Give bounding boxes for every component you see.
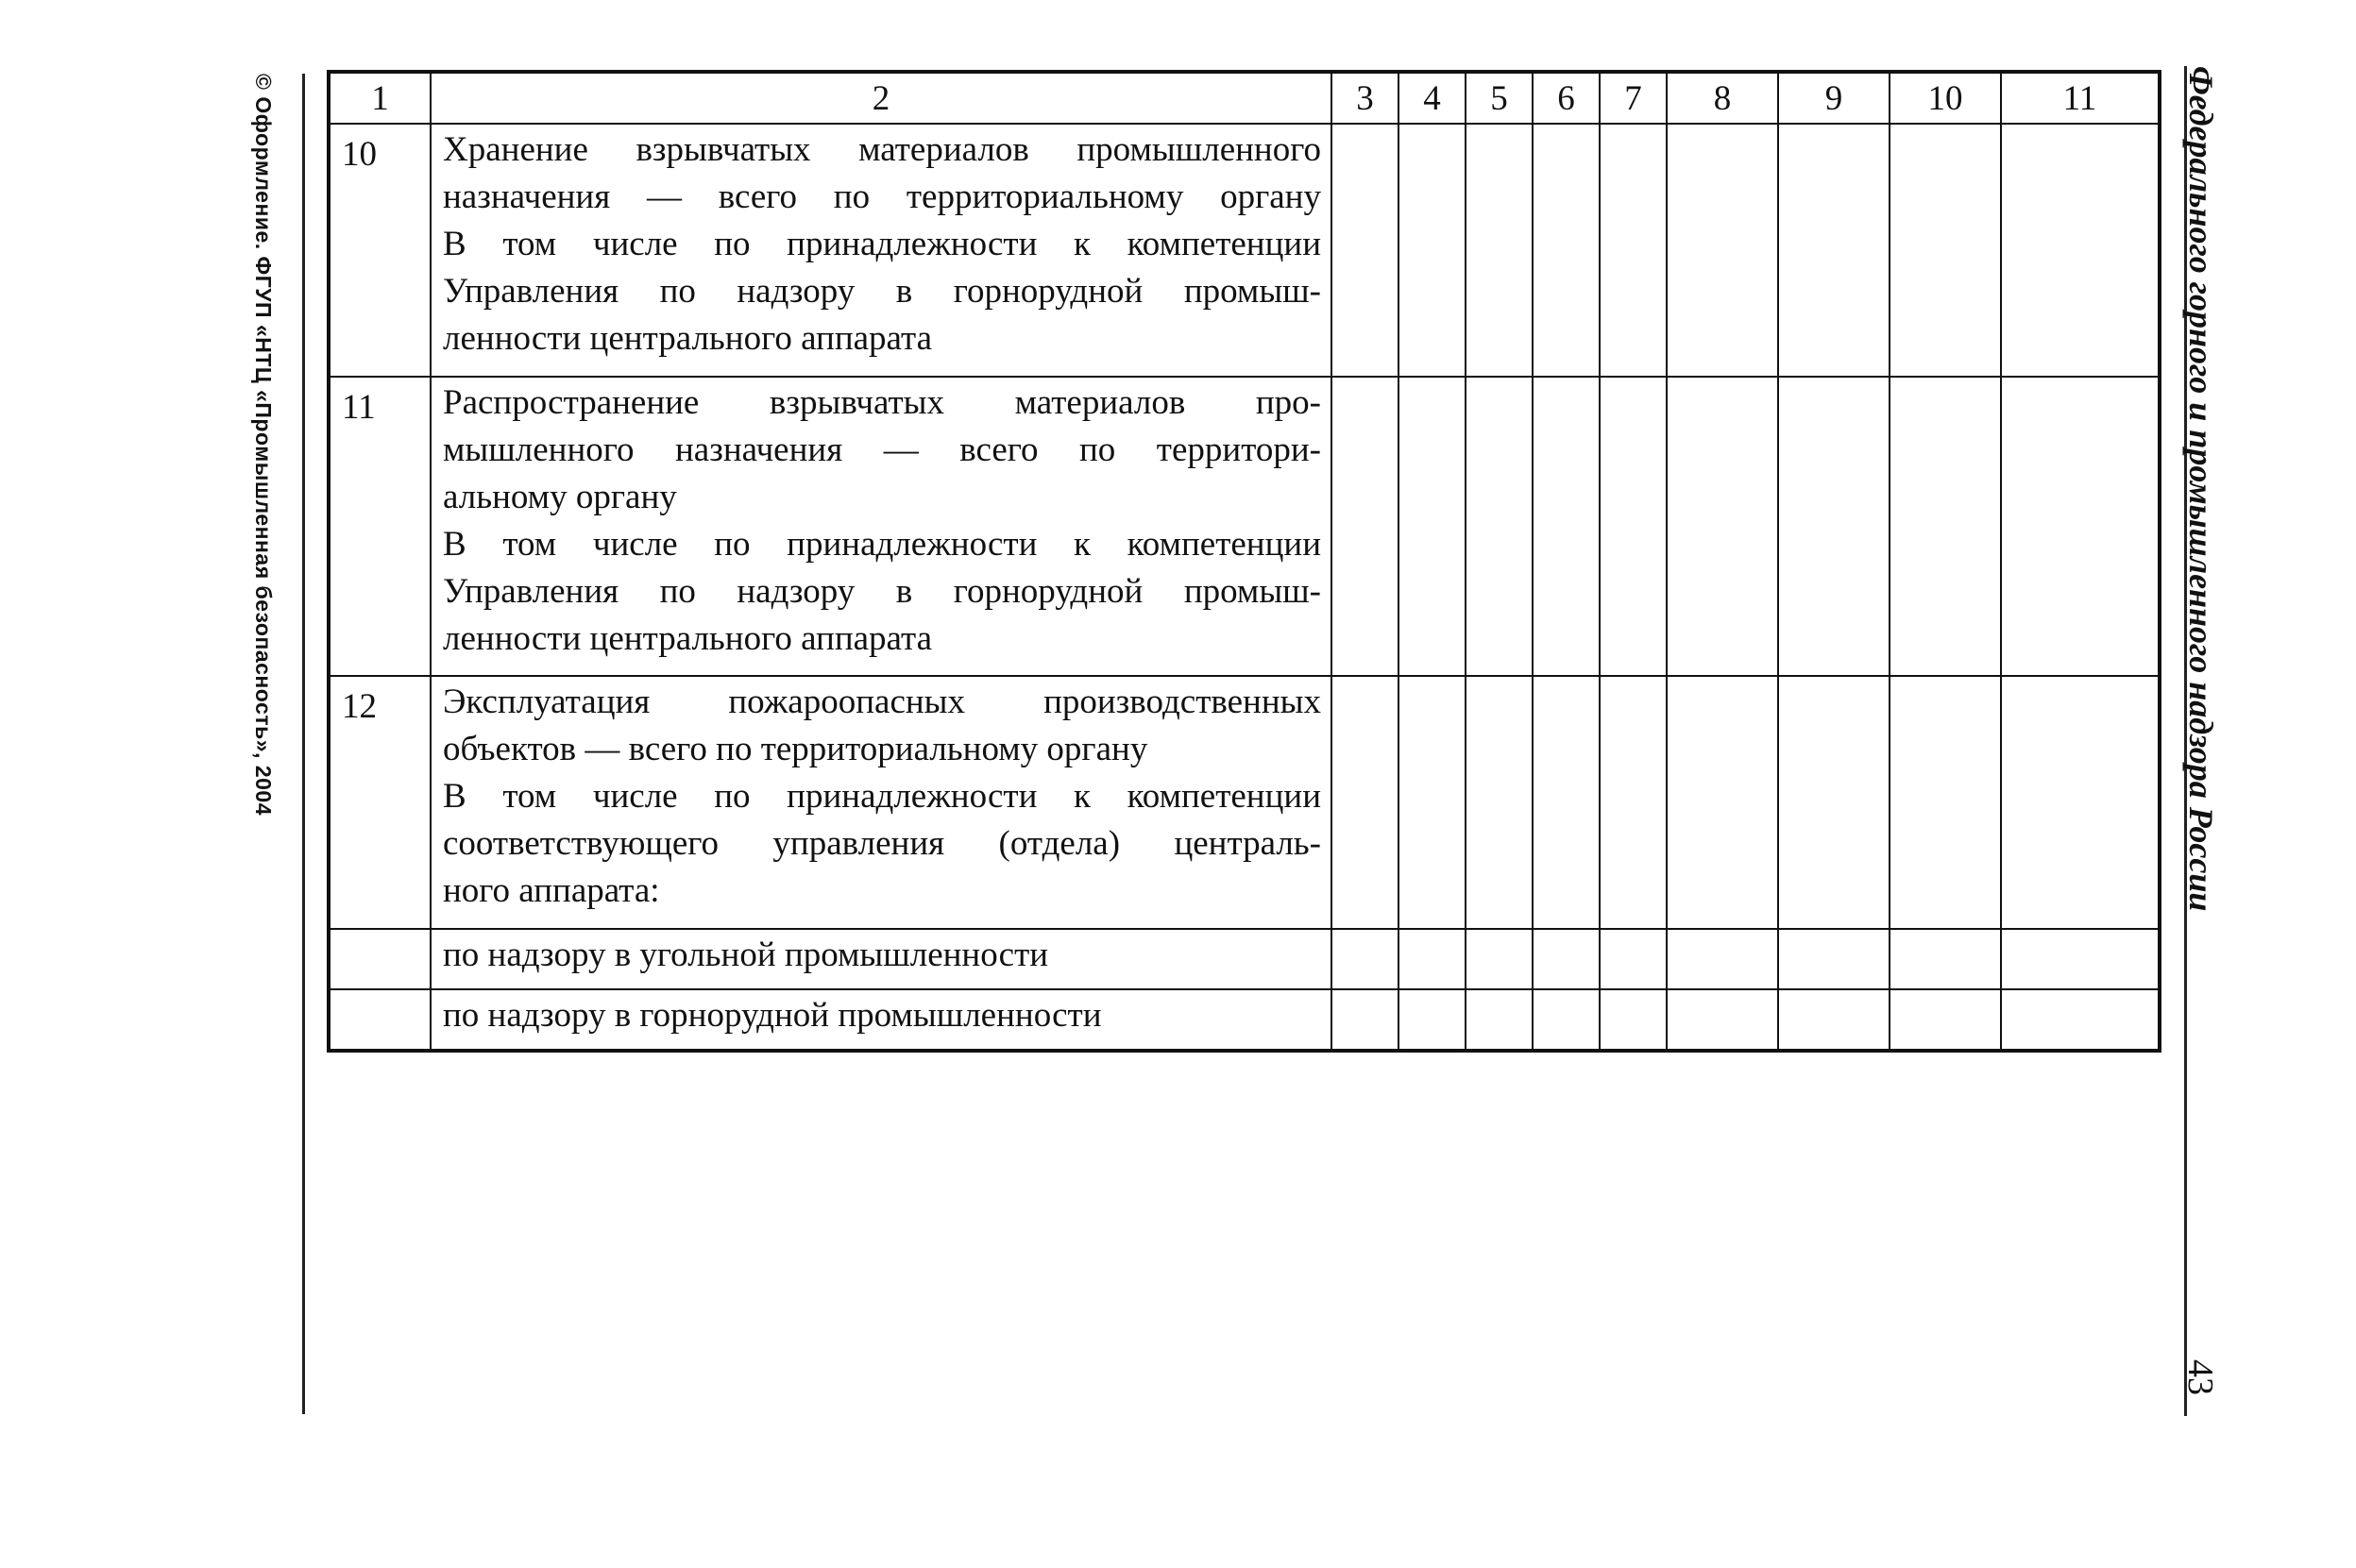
column-header: 10 <box>1890 72 2001 124</box>
description-line: альному органу <box>443 478 677 516</box>
empty-cell <box>1600 989 1667 1051</box>
row-number: 12 <box>329 676 431 929</box>
empty-cell <box>1331 929 1398 989</box>
description-line: ленности центрального аппарата <box>443 319 933 358</box>
copyright-text: © Оформление. ФГУП «НТЦ «Промышленная безопасность», 2004 <box>251 74 276 816</box>
empty-cell <box>1890 676 2001 929</box>
description-line: ного аппарата: <box>443 871 660 910</box>
report-table <box>327 70 2161 1053</box>
empty-cell <box>1890 929 2001 989</box>
column-header: 3 <box>1331 72 1398 124</box>
column-header: 6 <box>1533 72 1600 124</box>
empty-cell <box>1600 929 1667 989</box>
column-header: 4 <box>1398 72 1466 124</box>
empty-cell <box>1600 377 1667 676</box>
empty-cell <box>1533 989 1600 1051</box>
empty-cell <box>1667 124 1778 377</box>
row-number <box>329 989 431 1051</box>
empty-cell <box>1667 676 1778 929</box>
column-header: 1 <box>329 72 431 124</box>
empty-cell <box>1466 377 1533 676</box>
report-table-wrapper <box>327 70 2161 1053</box>
empty-cell <box>1331 676 1398 929</box>
row-number <box>329 929 431 989</box>
empty-cell <box>2001 676 2160 929</box>
left-margin-rule <box>302 74 305 1414</box>
empty-cell <box>1398 124 1466 377</box>
empty-cell <box>1533 676 1600 929</box>
row-number: 11 <box>329 377 431 676</box>
empty-cell <box>2001 377 2160 676</box>
empty-cell <box>1398 989 1466 1051</box>
empty-cell <box>1667 989 1778 1051</box>
empty-cell <box>1533 929 1600 989</box>
column-header: 11 <box>2001 72 2160 124</box>
empty-cell <box>2001 124 2160 377</box>
description-line: В том числе по принадлежности к компетенции <box>443 525 1321 564</box>
empty-cell <box>1890 124 2001 377</box>
empty-cell <box>1331 989 1398 1051</box>
empty-cell <box>1890 377 2001 676</box>
row-description: по надзору в горнорудной промышленности <box>431 989 1331 1051</box>
empty-cell <box>2001 989 2160 1051</box>
row-description <box>431 377 1331 676</box>
empty-cell <box>1778 929 1890 989</box>
empty-cell <box>1398 929 1466 989</box>
empty-cell <box>1398 676 1466 929</box>
row-number: 10 <box>329 124 431 377</box>
empty-cell <box>2001 929 2160 989</box>
description-line: Управления по надзору в горнорудной промыш- <box>443 572 1321 611</box>
table-row <box>329 124 2160 377</box>
empty-cell <box>1398 377 1466 676</box>
description-line: мышленного назначения — всего по территори- <box>443 430 1321 469</box>
description-line: назначения — всего по территориальному органу <box>443 177 1321 216</box>
description-line: Эксплуатация пожароопасных производственных <box>443 683 1321 721</box>
description-line: соответствующего управления (отдела) централь- <box>443 824 1321 863</box>
running-title-text: Федерального горного и промышленного надзора России <box>2182 66 2220 912</box>
table-row <box>329 377 2160 676</box>
empty-cell <box>1600 124 1667 377</box>
description-line: Управления по надзору в горнорудной промыш- <box>443 272 1321 311</box>
empty-cell <box>1331 377 1398 676</box>
empty-cell <box>1667 377 1778 676</box>
description-line: В том числе по принадлежности к компетенции <box>443 225 1321 263</box>
table-row <box>329 989 2160 1051</box>
column-header: 8 <box>1667 72 1778 124</box>
column-header: 9 <box>1778 72 1890 124</box>
description-line: объектов — всего по территориальному органу <box>443 730 1148 768</box>
description-line: ленности центрального аппарата <box>443 619 933 658</box>
description-line: В том числе по принадлежности к компетенции <box>443 777 1321 816</box>
empty-cell <box>1533 377 1600 676</box>
empty-cell <box>1778 124 1890 377</box>
empty-cell <box>1778 676 1890 929</box>
column-header: 5 <box>1466 72 1533 124</box>
empty-cell <box>1466 124 1533 377</box>
empty-cell <box>1778 989 1890 1051</box>
page-number-text: 43 <box>2180 1359 2220 1395</box>
empty-cell <box>1778 377 1890 676</box>
table-row <box>329 929 2160 989</box>
table-row <box>329 676 2160 929</box>
empty-cell <box>1466 676 1533 929</box>
empty-cell <box>1466 989 1533 1051</box>
column-header: 2 <box>431 72 1331 124</box>
description-line: Хранение взрывчатых материалов промышленного <box>443 130 1321 169</box>
empty-cell <box>1331 124 1398 377</box>
empty-cell <box>1466 929 1533 989</box>
row-description: по надзору в угольной промышленности <box>431 929 1331 989</box>
empty-cell <box>1667 929 1778 989</box>
header-row <box>329 72 2160 124</box>
description-line: Распространение взрывчатых материалов про- <box>443 383 1321 422</box>
empty-cell <box>1533 124 1600 377</box>
row-description <box>431 124 1331 377</box>
empty-cell <box>1890 989 2001 1051</box>
column-header: 7 <box>1600 72 1667 124</box>
row-description <box>431 676 1331 929</box>
empty-cell <box>1600 676 1667 929</box>
